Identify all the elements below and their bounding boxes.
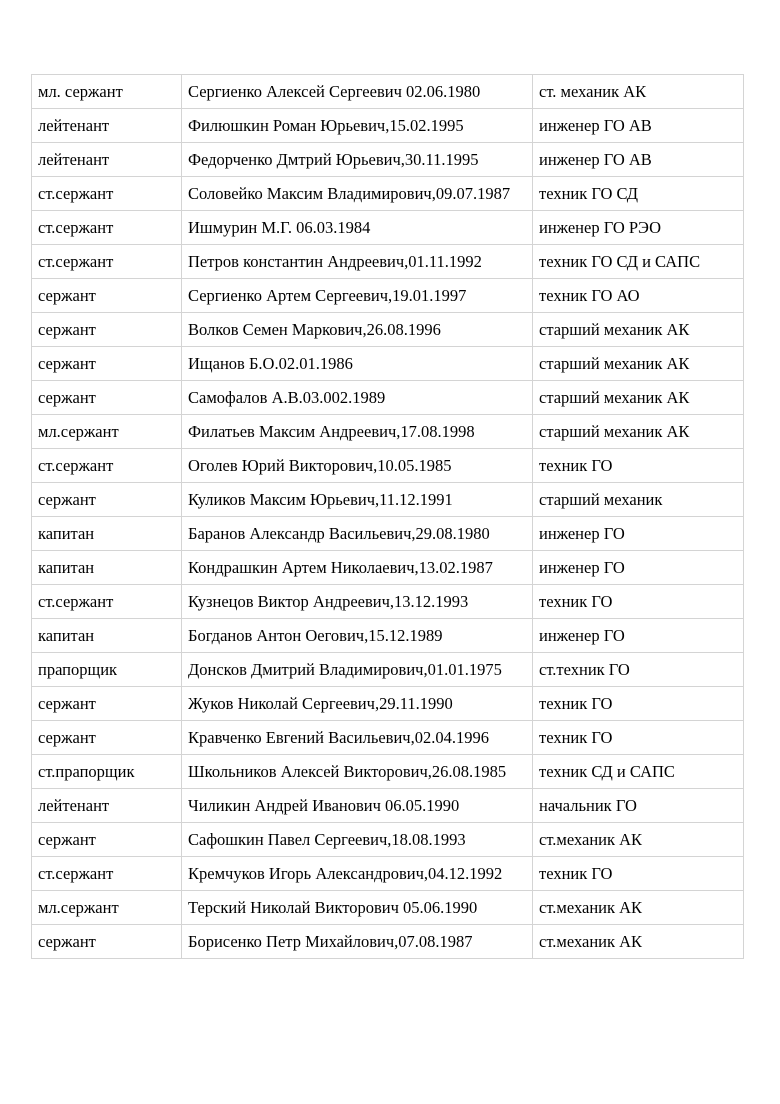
position-cell: старший механик АК	[533, 415, 744, 449]
position-cell: техник ГО СД и САПС	[533, 245, 744, 279]
position-cell: ст.механик АК	[533, 925, 744, 959]
position-cell: ст.механик АК	[533, 823, 744, 857]
table-row	[32, 313, 744, 347]
table-row	[32, 75, 744, 109]
table-row	[32, 245, 744, 279]
rank-cell: сержант	[32, 687, 182, 721]
position-cell: начальник ГО	[533, 789, 744, 823]
rank-cell: сержант	[32, 721, 182, 755]
position-cell: техник ГО	[533, 857, 744, 891]
rank-cell: мл.сержант	[32, 891, 182, 925]
table-row	[32, 619, 744, 653]
position-cell: техник ГО	[533, 721, 744, 755]
name-cell: Кремчуков Игорь Александрович,04.12.1992	[182, 857, 533, 891]
table-row	[32, 823, 744, 857]
rank-cell: сержант	[32, 823, 182, 857]
name-cell: Сергиенко Алексей Сергеевич 02.06.1980	[182, 75, 533, 109]
name-cell: Ишмурин М.Г. 06.03.1984	[182, 211, 533, 245]
name-cell: Жуков Николай Сергеевич,29.11.1990	[182, 687, 533, 721]
rank-cell: сержант	[32, 347, 182, 381]
position-cell: инженер ГО	[533, 619, 744, 653]
table-row	[32, 687, 744, 721]
position-cell: ст.техник ГО	[533, 653, 744, 687]
name-cell: Баранов Александр Васильевич,29.08.1980	[182, 517, 533, 551]
table-row	[32, 143, 744, 177]
name-cell: Сергиенко Артем Сергеевич,19.01.1997	[182, 279, 533, 313]
position-cell: техник ГО СД	[533, 177, 744, 211]
position-cell: техник СД и САПС	[533, 755, 744, 789]
rank-cell: сержант	[32, 313, 182, 347]
rank-cell: мл. сержант	[32, 75, 182, 109]
rank-cell: ст.сержант	[32, 857, 182, 891]
name-cell: Кузнецов Виктор Андреевич,13.12.1993	[182, 585, 533, 619]
position-cell: инженер ГО АВ	[533, 143, 744, 177]
table-row	[32, 721, 744, 755]
table-row	[32, 177, 744, 211]
position-cell: техник ГО	[533, 687, 744, 721]
position-cell: ст. механик АК	[533, 75, 744, 109]
name-cell: Кондрашкин Артем Николаевич,13.02.1987	[182, 551, 533, 585]
rank-cell: лейтенант	[32, 789, 182, 823]
table-row	[32, 415, 744, 449]
name-cell: Кравченко Евгений Васильевич,02.04.1996	[182, 721, 533, 755]
table-row	[32, 653, 744, 687]
position-cell: техник ГО	[533, 585, 744, 619]
position-cell: старший механик АК	[533, 347, 744, 381]
position-cell: инженер ГО АВ	[533, 109, 744, 143]
table-row	[32, 211, 744, 245]
rank-cell: лейтенант	[32, 143, 182, 177]
table-row	[32, 755, 744, 789]
rank-cell: ст.сержант	[32, 585, 182, 619]
rank-cell: сержант	[32, 381, 182, 415]
position-cell: инженер ГО	[533, 517, 744, 551]
name-cell: Петров константин Андреевич,01.11.1992	[182, 245, 533, 279]
table-row	[32, 449, 744, 483]
rank-cell: ст.сержант	[32, 245, 182, 279]
name-cell: Федорченко Дмтрий Юрьевич,30.11.1995	[182, 143, 533, 177]
name-cell: Филатьев Максим Андреевич,17.08.1998	[182, 415, 533, 449]
rank-cell: мл.сержант	[32, 415, 182, 449]
name-cell: Соловейко Максим Владимирович,09.07.1987	[182, 177, 533, 211]
table-row	[32, 381, 744, 415]
table-row	[32, 347, 744, 381]
table-row	[32, 551, 744, 585]
name-cell: Чиликин Андрей Иванович 06.05.1990	[182, 789, 533, 823]
table-row	[32, 109, 744, 143]
document-page	[31, 74, 744, 959]
rank-cell: прапорщик	[32, 653, 182, 687]
rank-cell: ст.сержант	[32, 177, 182, 211]
name-cell: Донсков Дмитрий Владимирович,01.01.1975	[182, 653, 533, 687]
rank-cell: ст.прапорщик	[32, 755, 182, 789]
name-cell: Ищанов Б.О.02.01.1986	[182, 347, 533, 381]
position-cell: ст.механик АК	[533, 891, 744, 925]
position-cell: инженер ГО	[533, 551, 744, 585]
position-cell: старший механик	[533, 483, 744, 517]
personnel-table	[31, 74, 744, 959]
rank-cell: капитан	[32, 551, 182, 585]
table-row	[32, 585, 744, 619]
table-row	[32, 483, 744, 517]
name-cell: Оголев Юрий Викторович,10.05.1985	[182, 449, 533, 483]
personnel-table-body	[32, 75, 744, 959]
rank-cell: сержант	[32, 483, 182, 517]
position-cell: инженер ГО РЭО	[533, 211, 744, 245]
table-row	[32, 279, 744, 313]
name-cell: Куликов Максим Юрьевич,11.12.1991	[182, 483, 533, 517]
table-row	[32, 891, 744, 925]
position-cell: старший механик АК	[533, 313, 744, 347]
rank-cell: ст.сержант	[32, 449, 182, 483]
name-cell: Школьников Алексей Викторович,26.08.1985	[182, 755, 533, 789]
position-cell: техник ГО	[533, 449, 744, 483]
rank-cell: сержант	[32, 925, 182, 959]
rank-cell: сержант	[32, 279, 182, 313]
table-row	[32, 517, 744, 551]
name-cell: Филюшкин Роман Юрьевич,15.02.1995	[182, 109, 533, 143]
table-row	[32, 857, 744, 891]
name-cell: Самофалов А.В.03.002.1989	[182, 381, 533, 415]
rank-cell: лейтенант	[32, 109, 182, 143]
rank-cell: ст.сержант	[32, 211, 182, 245]
rank-cell: капитан	[32, 619, 182, 653]
name-cell: Терский Николай Викторович 05.06.1990	[182, 891, 533, 925]
name-cell: Сафошкин Павел Сергеевич,18.08.1993	[182, 823, 533, 857]
name-cell: Богданов Антон Оегович,15.12.1989	[182, 619, 533, 653]
table-row	[32, 925, 744, 959]
position-cell: техник ГО АО	[533, 279, 744, 313]
position-cell: старший механик АК	[533, 381, 744, 415]
name-cell: Борисенко Петр Михайлович,07.08.1987	[182, 925, 533, 959]
name-cell: Волков Семен Маркович,26.08.1996	[182, 313, 533, 347]
rank-cell: капитан	[32, 517, 182, 551]
table-row	[32, 789, 744, 823]
